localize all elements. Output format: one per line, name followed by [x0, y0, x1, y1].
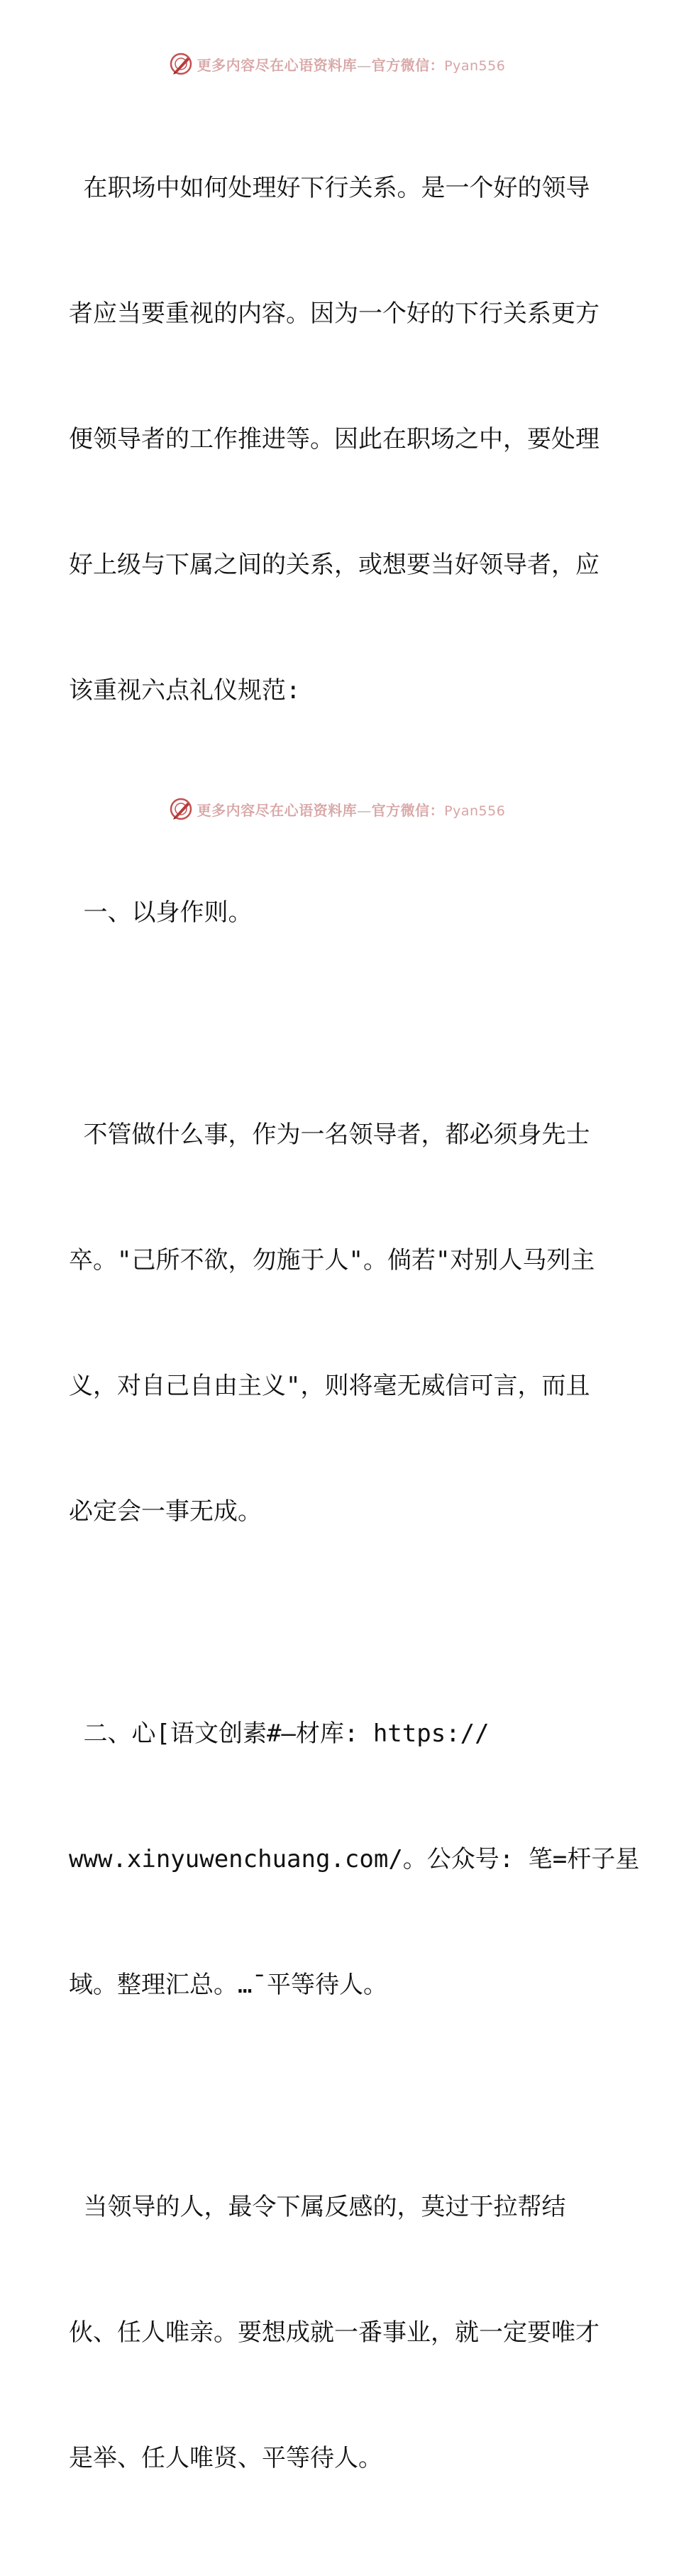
header-banner-text — [197, 54, 506, 75]
footer-banner-text — [197, 799, 506, 820]
footer-banner-inner — [169, 797, 506, 821]
banner-wechat-id: Pyan556 — [444, 803, 506, 819]
header-watermark-banner — [0, 50, 674, 78]
text-line: 好上级与下属之间的关系，或想要当好领导者，应 — [69, 551, 600, 579]
footer-watermark-banner — [0, 795, 674, 823]
section-heading-2 — [69, 1629, 640, 2090]
text-line: 在职场中如何处理好下行关系。是一个好的领导 — [69, 174, 590, 202]
text-line: 者应当要重视的内容。因为一个好的下行关系更方 — [69, 299, 600, 328]
text-line: 二、心[语文创素#—材库: https:// — [69, 1719, 490, 1748]
text-line: 该重视六点礼仪规范: — [69, 676, 301, 705]
text-line: 义，对自己自由主义"，则将毫无威信可言，而且 — [69, 1372, 590, 1400]
banner-wechat-label: 官方微信： — [371, 801, 445, 819]
text-line: 不管做什么事，作为一名领导者，都必须身先士 — [69, 1121, 590, 1149]
banner-wechat-label: 官方微信： — [371, 56, 445, 74]
text-line: 当领导的人，最令下属反感的，莫过于拉帮结 — [69, 2193, 566, 2221]
paragraph-equal-treatment — [69, 2103, 608, 2563]
pen-logo-icon — [169, 52, 193, 76]
banner-main-text: 更多内容尽在心语资料库 — [197, 56, 358, 74]
text-line: 便领导者的工作推进等。因此在职场之中，要处理 — [69, 425, 600, 453]
banner-main-text: 更多内容尽在心语资料库 — [197, 801, 358, 819]
paragraph-lead-by-example — [69, 1030, 608, 1617]
text-line: www.xinyuwenchuang.com/。公众号: 笔=杆子星 — [69, 1845, 640, 1873]
banner-wechat-id: Pyan556 — [444, 57, 506, 74]
text-line: 必定会一事无成。 — [69, 1497, 262, 1526]
text-line: 是举、任人唯贤、平等待人。 — [69, 2444, 382, 2472]
document-body — [69, 84, 640, 2576]
text-line: 卒。"己所不欲，勿施于人"。倘若"对别人马列主 — [69, 1246, 595, 1275]
text-line: 域。整理汇总。…¯平等待人。 — [69, 1971, 387, 1999]
text-line: 一、以身作则。 — [69, 898, 253, 927]
text-line: 伙、任人唯亲。要想成就一番事业，就一定要唯才 — [69, 2318, 600, 2347]
header-banner-inner — [169, 52, 506, 76]
paragraph-intro — [69, 84, 608, 796]
section-heading-1 — [69, 808, 608, 1018]
pen-logo-icon — [169, 797, 193, 821]
banner-dash: — — [357, 56, 372, 74]
banner-dash: — — [357, 801, 372, 819]
